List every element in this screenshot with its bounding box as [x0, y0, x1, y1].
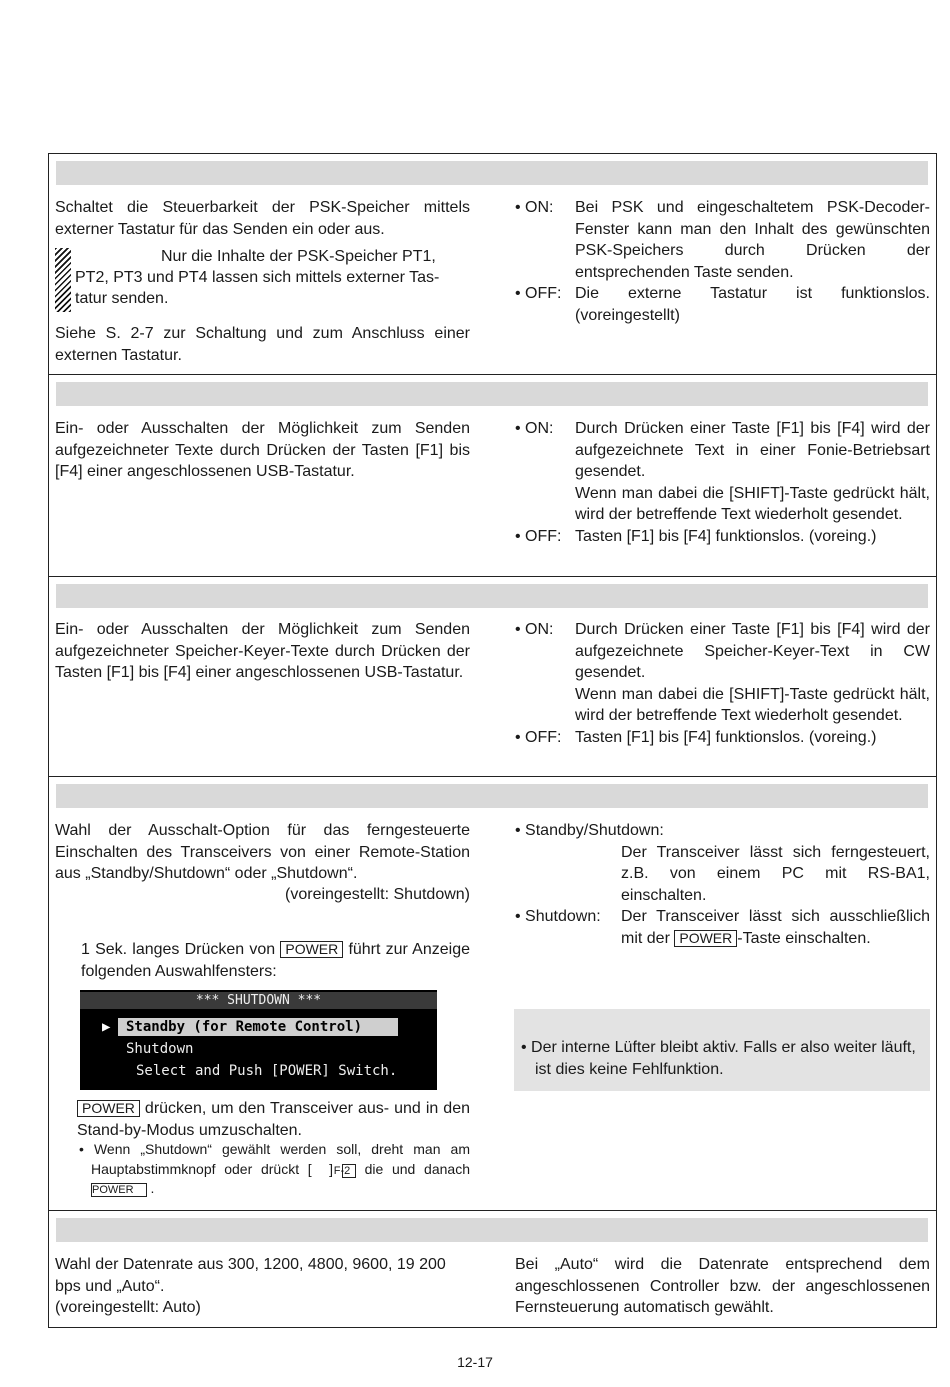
section-power-off-setting	[49, 777, 936, 1211]
lcd-instruction: Select and Push [POWER] Switch.	[136, 1063, 398, 1079]
section-header-bar	[56, 784, 928, 808]
option-description: Die externe Tastatur ist funktionslos. (voreingestellt)	[575, 285, 930, 324]
step-1	[81, 939, 470, 982]
option-list	[515, 619, 930, 748]
default-value: (voreingestellt: Auto)	[55, 1299, 201, 1316]
default-value: (voreingestellt: Shutdown)	[285, 886, 470, 903]
step-text: führt zur Anzeige folgenden Auswahlfensters:	[81, 941, 470, 980]
power-key: POWER	[280, 941, 343, 958]
auto-description: Bei „Auto“ wird die Datenrate entsprechend dem angeschlossenen Controller bzw. der angeschlossenen Fernsteuerung automatisch gewählt.	[515, 1256, 930, 1316]
option-off	[515, 526, 930, 548]
description-line: Wahl der Datenrate aus 300, 1200, 4800, 9600, 19 200 bps und „Auto“.	[55, 1256, 446, 1295]
lcd-option-shutdown: Shutdown	[126, 1041, 194, 1057]
f2-key: F-2	[342, 1164, 356, 1178]
option-label: • OFF:	[515, 527, 562, 545]
option-description	[575, 619, 930, 727]
option-off	[515, 727, 930, 749]
section-data-rate	[49, 1211, 936, 1329]
option-standby-shutdown	[515, 820, 930, 906]
note-text: die und danach	[364, 1160, 470, 1177]
caution-icon	[55, 248, 71, 312]
option-description: Tasten [F1] bis [F4] funktionslos. (voreing.)	[575, 728, 877, 746]
option-text-2: Wenn man dabei die [SHIFT]-Taste gedrückt hält, wird der betreffende Text wiederholt gesendet.	[575, 685, 930, 724]
option-label: • ON:	[515, 621, 554, 638]
caution-line-2: PT2, PT3 und PT4 lassen sich mittels externer Tas-	[75, 269, 440, 286]
option-label: • ON:	[515, 199, 554, 216]
option-label: • ON:	[515, 420, 554, 437]
option-description: Tasten [F1] bis [F4] funktionslos. (voreing.)	[575, 527, 877, 545]
section-psk-keyboard	[49, 154, 936, 375]
step-2	[77, 1098, 470, 1141]
note-text: • Der interne Lüfter bleibt aktiv. Falls er also weiter läuft, ist dies keine Fehlfunktion.	[521, 1039, 916, 1078]
note-box	[514, 1009, 930, 1091]
note-text: ]	[329, 1160, 334, 1177]
lcd-screen	[80, 990, 437, 1090]
description-text	[55, 1254, 470, 1319]
section-header-bar	[56, 1218, 928, 1242]
option-list	[515, 820, 930, 949]
cursor-arrow-icon: ▶	[102, 1019, 111, 1035]
power-key: POWER	[77, 1100, 140, 1117]
note-text: • Wenn „Shutdown“ gewählt werden soll, dreht man am Hauptabstimmknopf oder drückt [	[79, 1141, 470, 1177]
power-key: POWER	[91, 1183, 147, 1197]
option-label: • Standby/Shutdown:	[515, 822, 664, 839]
step-text: drücken, um den Transceiver aus- und in den Stand-by-Modus umzuschalten.	[77, 1100, 470, 1139]
lcd-title: *** SHUTDOWN ***	[80, 992, 437, 1009]
note-text: .	[150, 1180, 155, 1196]
reference-text: Siehe S. 2-7 zur Schaltung und zum Anschluss einer externen Tastatur.	[55, 325, 470, 364]
description-text: Wahl der Ausschalt-Option für das ferngesteuerte Einschalten des Transceivers von einer Remote-Station aus „Standby/Shutdown“ oder „Shutdown“.	[55, 822, 470, 882]
caution-line-1: Nur die Inhalte der PSK-Speicher PT1,	[161, 248, 436, 265]
option-description: Bei PSK und eingeschaltetem PSK-Decoder-Fenster kann man den Inhalt des gewünschten PSK-Speichers durch Drücken der entsprechenden Taste senden.	[575, 199, 930, 281]
option-on	[515, 418, 930, 526]
settings-table	[48, 153, 937, 1328]
option-on	[515, 619, 930, 727]
option-text: Durch Drücken einer Taste [F1] bis [F4] wird der aufgezeichnete Text in einer Fonie-Betriebsart gesendet.	[575, 420, 930, 480]
caution-line-3: tatur senden.	[75, 290, 169, 307]
section-header-bar	[56, 584, 928, 608]
option-text: -Taste einschalten.	[737, 929, 871, 947]
description-text: Ein- oder Ausschalten der Möglichkeit zum Senden aufgezeichneter Texte durch Drücken der Tasten [F1] bis [F4] einer angeschlossenen USB-Tastatur.	[55, 420, 470, 480]
shutdown-note	[77, 1140, 470, 1199]
section-voice-tx-keyboard	[49, 375, 936, 577]
description-text: Schaltet die Steuerbarkeit der PSK-Speicher mittels externer Tastatur für das Senden ein oder aus.	[55, 199, 470, 238]
page-number: 12-17	[457, 1354, 493, 1370]
option-label: • OFF:	[515, 728, 562, 746]
section-header-bar	[56, 382, 928, 406]
section-cw-keyer-keyboard	[49, 577, 936, 777]
lcd-option-standby: Standby (for Remote Control)	[118, 1018, 398, 1036]
option-on	[515, 197, 930, 283]
option-list	[515, 418, 930, 547]
description-text: Ein- oder Ausschalten der Möglichkeit zum Senden aufgezeichneter Speicher-Keyer-Texte durch Drücken der Tasten [F1] bis [F4] einer angeschlossenen USB-Tastatur.	[55, 621, 470, 681]
option-text-2: Wenn man dabei die [SHIFT]-Taste gedrückt hält, wird der betreffende Text wiederholt gesendet.	[575, 484, 930, 523]
option-label: • Shutdown:	[515, 908, 601, 925]
option-off	[515, 283, 930, 326]
option-text: Durch Drücken einer Taste [F1] bis [F4] wird der aufgezeichnete Speicher-Keyer-Text in CW gesendet.	[575, 621, 930, 681]
option-description	[575, 418, 930, 526]
option-description: Der Transceiver lässt sich ferngesteuert, z.B. von einem PC mit RS-BA1, einschalten.	[621, 843, 930, 904]
option-list	[515, 197, 930, 326]
step-text: 1 Sek. langes Drücken von	[81, 941, 276, 958]
section-header-bar	[56, 161, 928, 185]
power-key: POWER	[674, 930, 737, 947]
option-label: • OFF:	[515, 285, 562, 302]
option-text: Der Transceiver lässt sich ausschließlich mit der	[621, 908, 930, 947]
option-description	[621, 906, 930, 949]
option-shutdown	[515, 906, 930, 949]
